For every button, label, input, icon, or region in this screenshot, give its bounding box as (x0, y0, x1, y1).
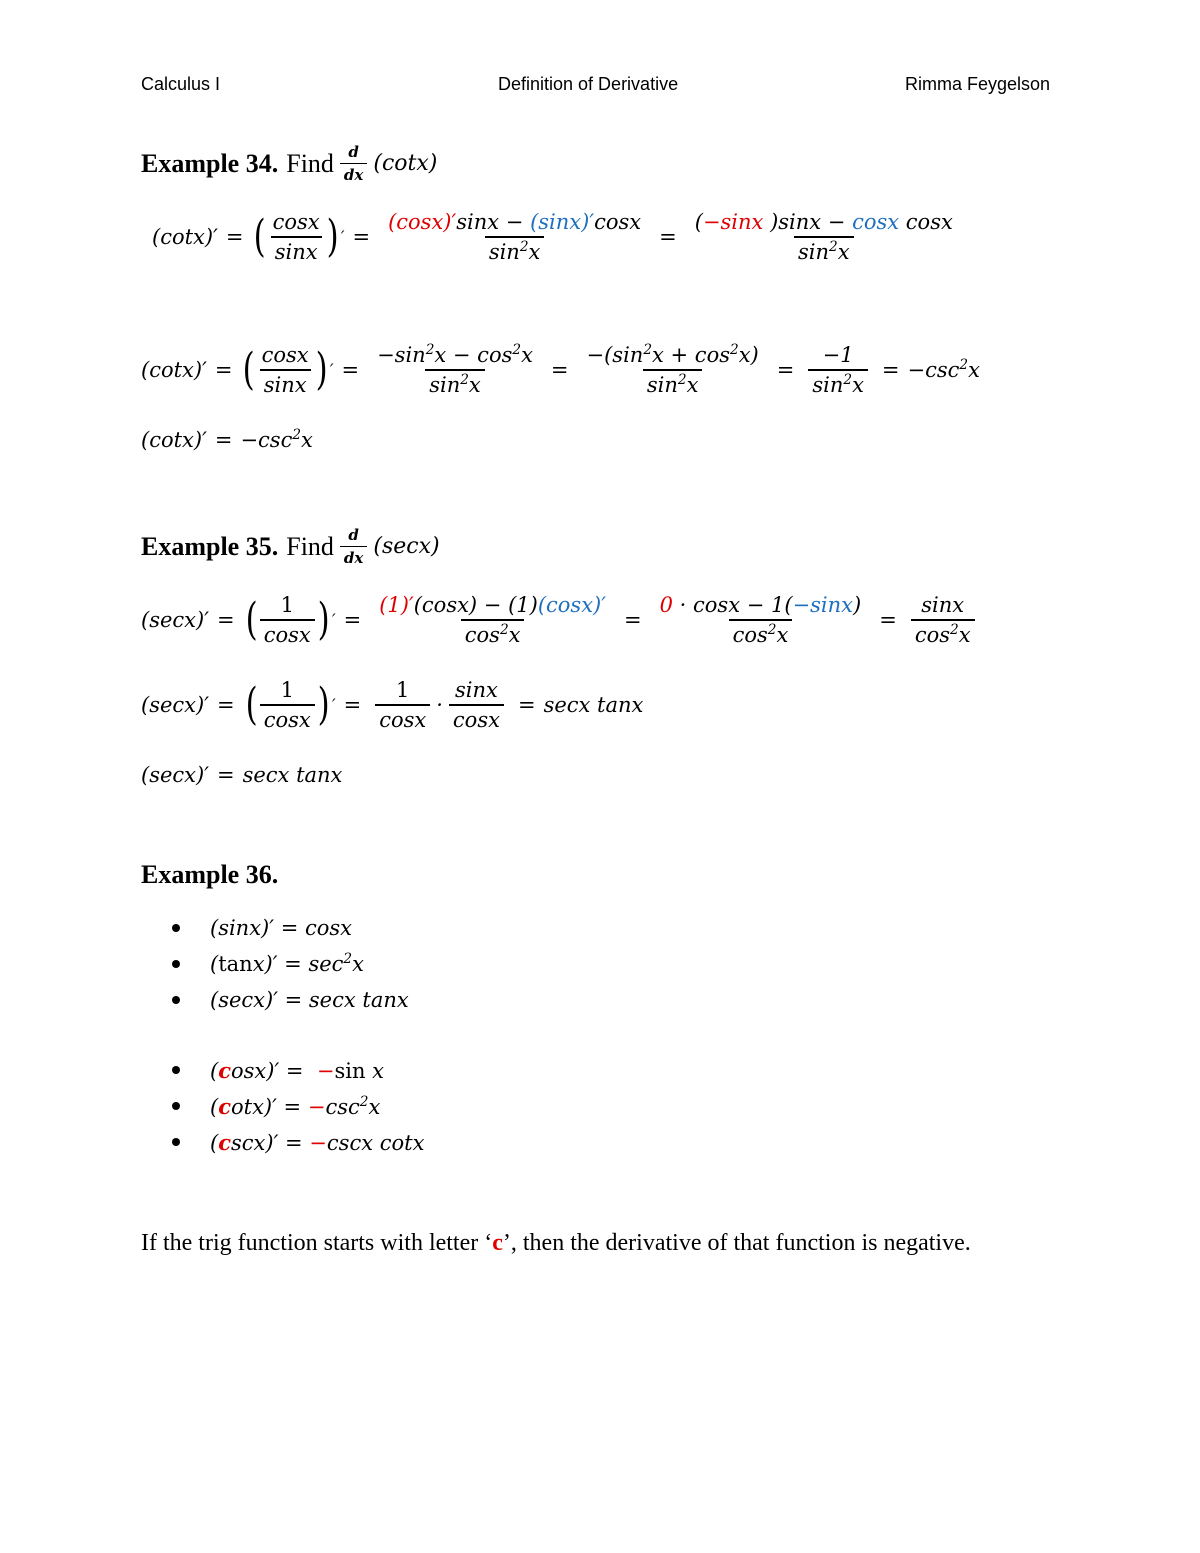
example-34-find: Find (286, 148, 334, 178)
list-item: (sinx)′ = cosx (172, 910, 409, 946)
list-item: (cscx)′ = −cscx cotx (172, 1124, 424, 1160)
example-35-title (141, 526, 440, 567)
header-author: Rimma Feygelson (905, 74, 1051, 94)
rule-note: If the trig function starts with letter ‘c’, then the derivative of that function is negative. (141, 1230, 971, 1256)
example-34-arg: (cotx) (373, 151, 438, 176)
sec-result: (secx)′ = secx tanx (141, 763, 343, 787)
list-item: $(\tan x)' = \sec^2x$ (172, 946, 409, 982)
d-dx-fraction: $\frac{d}{dx}$ (340, 143, 367, 184)
example-36-title: Example 36. (141, 860, 279, 889)
header-topic: Definition of Derivative (498, 74, 679, 94)
example-35-label: Example 35. (141, 531, 279, 561)
example-34-label: Example 34. (141, 148, 279, 178)
derivative-list-positive (172, 910, 409, 1018)
list-item: (cosx)′ = −sin x (172, 1052, 424, 1088)
example-35-find: Find (286, 531, 334, 561)
list-item: (secx)′ = secx tanx (172, 982, 409, 1018)
cot-derivation-line-1: (cotx)′ = ( $\frac{\cos x}{\sin x}$ ) ′ = $\frac{(\cos x)'\sin x - (\sin x)'\cos x}{\sin^2x}$ = $\frac{\text{(−sinx )sinx − cosx cosx}}{\sin^2x}$ (152, 210, 953, 264)
example-34-title (141, 143, 437, 184)
sec-derivation-line-2: (secx)′ = ( $\frac{1}{\cos x}$ ) ′ = $\frac{1}{\cos x}$ · $\frac{\sin x}{\cos x}$ = secx tanx (141, 678, 644, 732)
header-course: Calculus I (141, 74, 221, 94)
cot-derivation-line-2: (cotx)′ = ( $\frac{\cos x}{\sin x}$ ) ′ = $\frac{-\sin^2x - \cos^2x}{\sin^2x}$ = $\frac{-(\sin^2x + \cos^2x)}{\sin^2x}$ = $\frac{-1}{\sin^2x}$ = $-\csc^2x$ (141, 341, 980, 397)
cot-result: (cotx)′ = $-\csc^2x$ (141, 426, 313, 452)
derivative-list-negative (172, 1052, 424, 1160)
sec-derivation-line-1: (secx)′ = ( $\frac{1}{\cos x}$ ) ′ = $\frac{(1)'(\cos x) - (1)(\cos x)'}{\cos^2x}$ = $\frac{0 \cdot \cos x - 1(-\sin x)}{\cos^2x}$ = $\frac{\sin x}{\cos^2x}$ (141, 593, 981, 647)
example-35-arg: (secx) (373, 534, 440, 559)
d-dx-fraction: $\frac{d}{dx}$ (340, 526, 367, 567)
list-item: $(\cot x)' = -\csc^2x$ (172, 1088, 424, 1124)
